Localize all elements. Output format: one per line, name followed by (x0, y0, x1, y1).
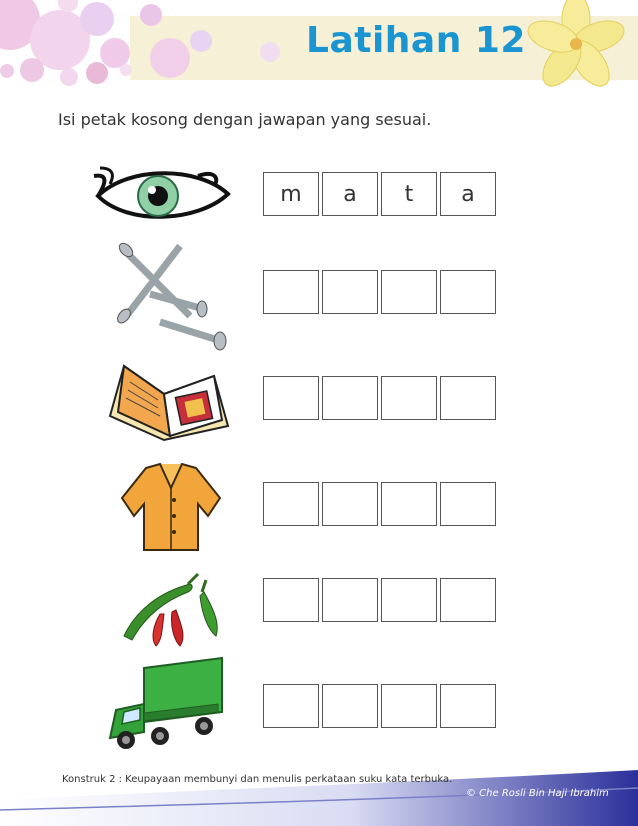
letter-box[interactable] (263, 684, 319, 728)
letter-box[interactable] (440, 578, 496, 622)
decor-dot (60, 68, 78, 86)
letter-box[interactable] (381, 270, 437, 314)
answer-boxes (263, 482, 499, 526)
letter-box[interactable] (440, 482, 496, 526)
letter-box[interactable] (322, 482, 378, 526)
letter-box[interactable] (381, 578, 437, 622)
decor-dot (260, 42, 280, 62)
decor-dot (190, 30, 212, 52)
letter-box[interactable] (381, 376, 437, 420)
letter-box[interactable] (263, 270, 319, 314)
page-header (0, 0, 638, 100)
answer-boxes (263, 684, 499, 728)
decor-dot (80, 2, 114, 36)
decor-dot (0, 64, 14, 78)
letter-box[interactable]: m (263, 172, 319, 216)
decor-dot (120, 64, 132, 76)
letter-box[interactable] (381, 482, 437, 526)
letter-box[interactable]: a (440, 172, 496, 216)
chili-icon (116, 570, 236, 650)
letter-box[interactable] (381, 684, 437, 728)
decor-dot (150, 38, 190, 78)
letter-box[interactable] (440, 684, 496, 728)
letter-box[interactable] (263, 578, 319, 622)
author-credit: © Che Rosli Bin Haji Ibrahim (466, 788, 609, 799)
nails-icon (110, 236, 240, 356)
decor-dot (86, 62, 108, 84)
decor-dot (140, 4, 162, 26)
letter-box[interactable] (322, 578, 378, 622)
letter-box[interactable] (322, 376, 378, 420)
letter-box[interactable]: a (322, 172, 378, 216)
instruction-text: Isi petak kosong dengan jawapan yang sesuai. (58, 110, 432, 129)
lorry-icon (104, 654, 234, 754)
letter-box[interactable]: t (381, 172, 437, 216)
answer-boxes (263, 376, 499, 420)
letter-box[interactable] (440, 270, 496, 314)
footer-note: Konstruk 2 : Keupayaan membunyi dan menulis perkataan suku kata terbuka. (62, 774, 453, 785)
letter-box[interactable] (263, 482, 319, 526)
book-icon (104, 346, 234, 456)
letter-box[interactable] (322, 270, 378, 314)
answer-boxes (263, 172, 499, 216)
letter-box[interactable] (440, 376, 496, 420)
answer-boxes (263, 270, 499, 314)
eye-icon (88, 166, 238, 236)
flower-icon (520, 0, 638, 100)
page-title: Latihan 12 (306, 20, 526, 61)
shirt-icon (116, 458, 226, 558)
decor-dot (20, 58, 44, 82)
letter-box[interactable] (263, 376, 319, 420)
letter-box[interactable] (322, 684, 378, 728)
answer-boxes (263, 578, 499, 622)
